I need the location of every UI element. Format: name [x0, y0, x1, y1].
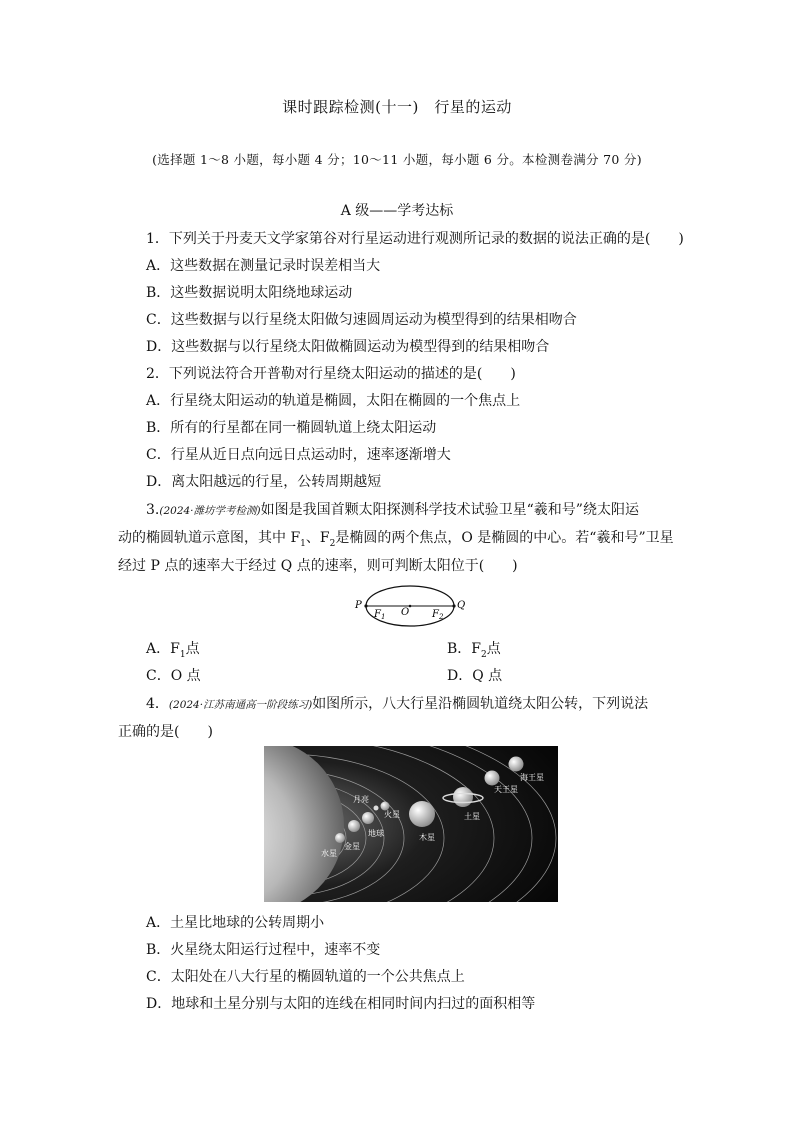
label-q: Q	[457, 600, 466, 611]
q4-line-1	[146, 693, 648, 713]
q4-option-c: C．太阳处在八大行星的椭圆轨道的一个公共焦点上	[146, 969, 465, 985]
q3-line-2	[118, 527, 674, 549]
point-p-dot	[364, 604, 367, 607]
venus-planet	[348, 820, 360, 832]
ellipse-orbit-diagram	[352, 582, 468, 630]
label-p: P	[355, 600, 362, 611]
q4-line-2: 正确的是( )	[118, 724, 213, 740]
q4-option-a: A．土星比地球的公转周期小	[146, 915, 325, 931]
q4-number: 4．	[146, 696, 169, 712]
q3-text-2c: 是椭圆的两个焦点，O 是椭圆的中心。若“羲和号”卫星	[335, 530, 674, 546]
q3-text-2a: 动的椭圆轨道示意图，其中 F	[118, 530, 301, 546]
jupiter-planet	[409, 801, 435, 827]
q3-f1-sub: 1	[300, 538, 306, 549]
q1-option-b: B．这些数据说明太阳绕地球运动	[146, 285, 353, 301]
q3-text-1: 如图是我国首颗太阳探测科学技术试验卫星“羲和号”绕太阳运	[260, 502, 639, 518]
q3-source: (2024·潍坊学考检测)	[159, 505, 261, 517]
label-mercury: 水星	[321, 849, 337, 858]
q2-stem: 2．下列说法符合开普勒对行星绕太阳运动的描述的是( )	[146, 366, 516, 382]
exam-note: (选择题 1～8 小题，每小题 4 分；10～11 小题，每小题 6 分。本检测卷满分 70 分)	[152, 152, 642, 167]
q1-option-a: A．这些数据在测量记录时误差相当大	[146, 258, 381, 274]
label-earth: 地球	[368, 829, 384, 838]
label-mars: 火星	[384, 810, 400, 819]
q2-option-c: C．行星从近日点向远日点运动时，速率逐渐增大	[146, 447, 451, 463]
q3-line-3: 经过 P 点的速率大于经过 Q 点的速率，则可判断太阳位于( )	[118, 558, 518, 574]
q3-b-pre: B．F	[447, 641, 482, 657]
q4-option-b: B．火星绕太阳运行过程中，速率不变	[146, 942, 381, 958]
moon-body	[374, 806, 379, 811]
q1-option-d: D．这些数据与以行星绕太阳做椭圆运动为模型得到的结果相吻合	[146, 339, 550, 355]
label-f1: $F_1$	[374, 609, 386, 621]
q3-a-post: 点	[185, 641, 200, 657]
q3-line-1	[146, 499, 639, 519]
q1-option-c: C．这些数据与以行星绕太阳做匀速圆周运动为模型得到的结果相吻合	[146, 312, 577, 328]
q3-a-pre: A．F	[146, 641, 180, 657]
uranus-planet	[485, 771, 500, 786]
earth-planet	[362, 812, 374, 824]
page-title: 课时跟踪检测(十一) 行星的运动	[282, 98, 512, 116]
q4-option-d: D．地球和土星分别与太阳的连线在相同时间内扫过的面积相等	[146, 996, 536, 1012]
q1-stem: 1．下列关于丹麦天文学家第谷对行星运动进行观测所记录的数据的说法正确的是( )	[146, 231, 684, 247]
q3-option-b	[447, 638, 501, 660]
q2-option-a: A．行星绕太阳运动的轨道是椭圆，太阳在椭圆的一个焦点上	[146, 393, 521, 409]
neptune-planet	[509, 757, 524, 772]
q3-text-2b: 、F	[305, 530, 330, 546]
q3-option-c: C．O 点	[146, 668, 201, 684]
q3-option-d: D．Q 点	[447, 668, 503, 684]
label-jupiter: 木星	[419, 833, 435, 842]
solar-system-image	[264, 746, 558, 902]
q3-f2-sub: 2	[329, 538, 336, 549]
label-o: O	[401, 607, 410, 618]
q2-option-b: B．所有的行星都在同一椭圆轨道上绕太阳运动	[146, 420, 437, 436]
label-moon: 月亮	[353, 795, 369, 804]
q4-text-1: 如图所示，八大行星沿椭圆轨道绕太阳公转，下列说法	[312, 696, 649, 712]
q3-option-a	[146, 638, 200, 660]
q3-number: 3.	[146, 502, 160, 518]
q3-a-sub: 1	[179, 649, 186, 660]
point-q-dot	[452, 604, 455, 607]
q4-source: (2024·江苏南通高一阶段练习)	[168, 699, 313, 711]
label-neptune: 海王星	[520, 773, 544, 782]
label-venus: 金星	[344, 842, 360, 851]
label-uranus: 天王星	[494, 785, 518, 794]
q3-b-post: 点	[486, 641, 501, 657]
q3-b-sub: 2	[481, 649, 487, 660]
q2-option-d: D．离太阳越远的行星，公转周期越短	[146, 474, 382, 490]
level-heading: A 级——学考达标	[340, 203, 454, 219]
label-f2: $F_2$	[432, 609, 444, 621]
label-saturn: 土星	[464, 812, 480, 821]
